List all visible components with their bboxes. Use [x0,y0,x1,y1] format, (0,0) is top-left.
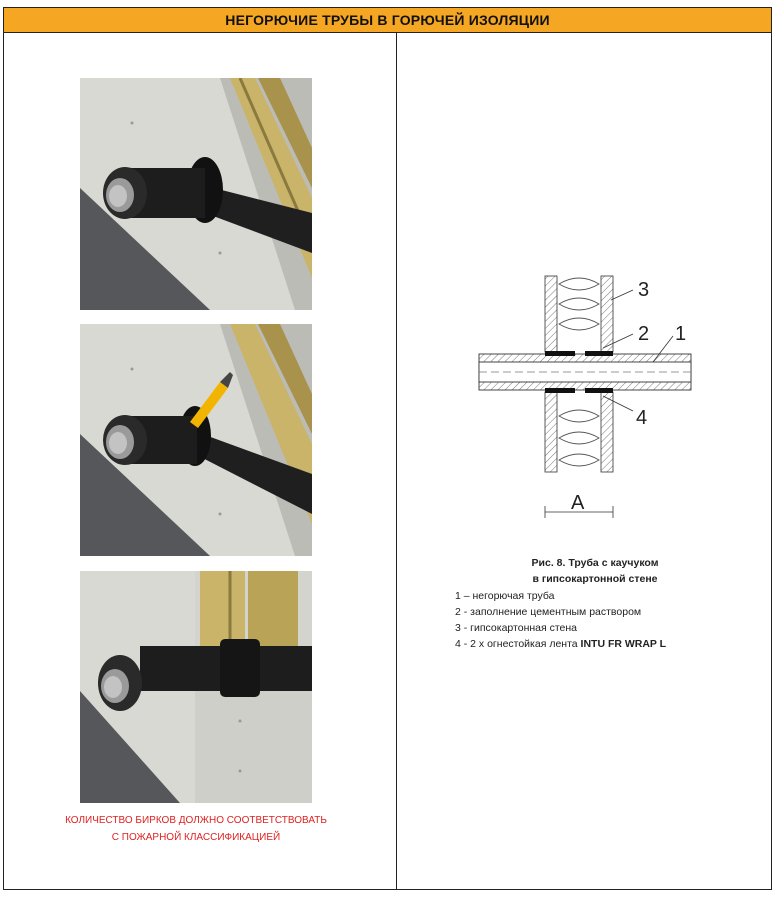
callout-1: 1 [675,323,687,345]
column-divider [396,32,397,889]
product-name: INTU FR WRAP L [580,638,667,650]
warning-line-1: КОЛИЧЕСТВО БИРКОВ ДОЛЖНО СООТВЕТСТВОВАТЬ [65,815,327,826]
legend-item-4: 4 - 2 х огнестойкая лента INTU FR WRAP L [455,638,667,650]
installation-step-2-image [80,324,312,556]
installation-step-3-image [80,571,312,803]
callout-4: 4 [636,407,648,429]
figure-caption [480,555,710,587]
legend-item-3: 3 - гипсокартонная стена [455,622,578,634]
legend-item-1: 1 – негорючая труба [455,590,555,602]
figure-legend [455,588,666,652]
warning-line-2: С ПОЖАРНОЙ КЛАССИФИКАЦИЕЙ [111,832,281,843]
callout-3: 3 [638,279,650,301]
legend-item-2: 2 - заполнение цементным раствором [455,606,642,618]
caption-line-2: в гипсокартонной стене [532,573,658,585]
pipe-through-drywall-drawing [473,266,713,541]
dimension-label: A [571,492,585,514]
warning-note [20,812,372,846]
installation-step-1-image [80,78,312,310]
callout-2: 2 [638,323,650,345]
page-title: НЕГОРЮЧИЕ ТРУБЫ В ГОРЮЧЕЙ ИЗОЛЯЦИИ [4,8,771,33]
caption-line-1: Рис. 8. Труба с каучуком [531,557,659,569]
